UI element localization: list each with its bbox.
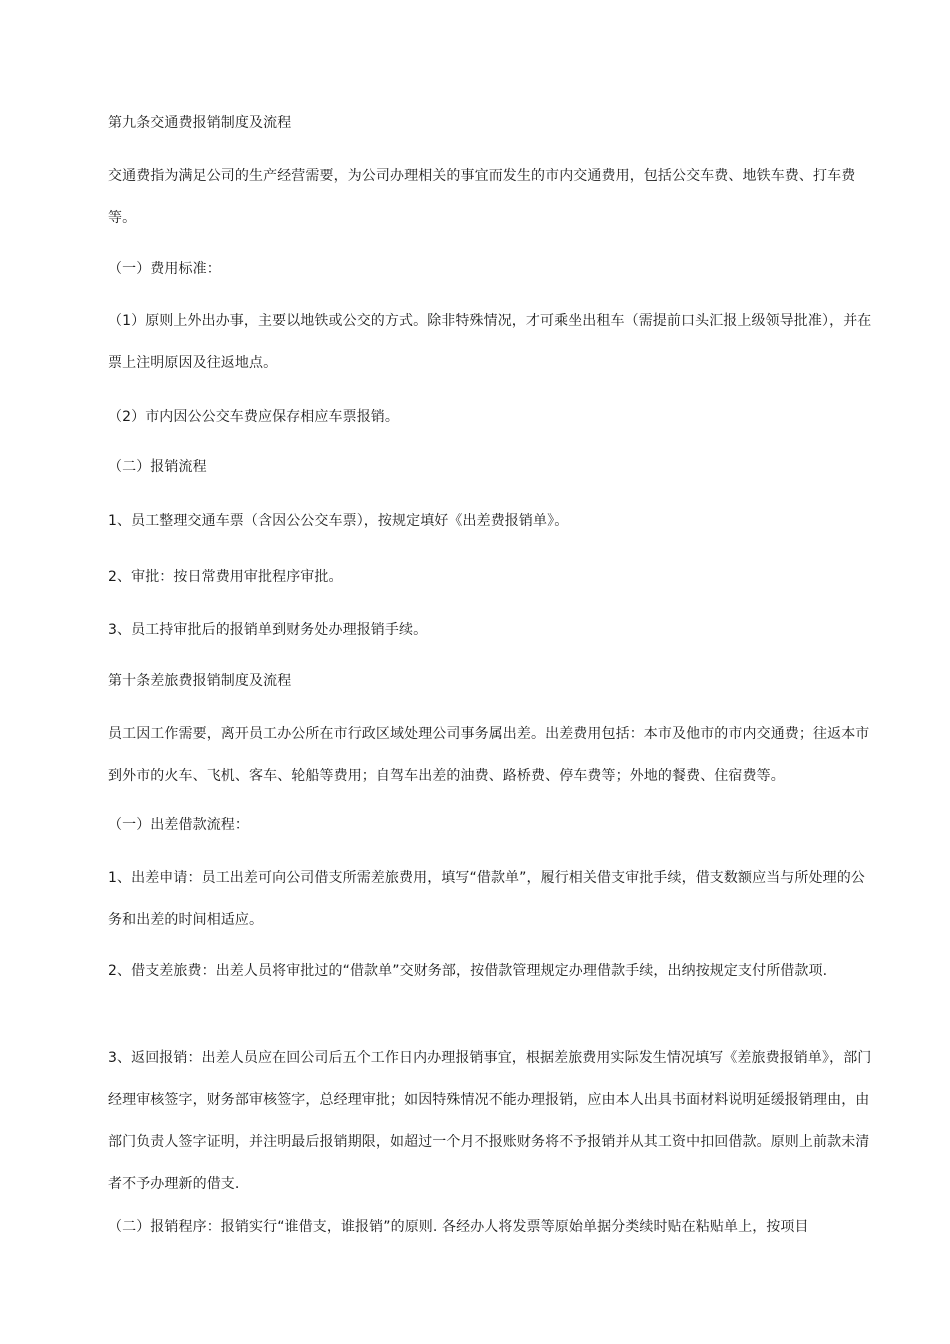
paragraph: （2）市内因公公交车费应保存相应车票报销。 (108, 409, 400, 425)
section-heading: （一）费用标准： (108, 261, 221, 277)
article-10-heading: 第十条差旅费报销制度及流程 (108, 673, 292, 689)
section-heading: （二）报销流程 (108, 459, 207, 475)
paragraph: 员工因工作需要，离开员工办公所在市行政区域处理公司事务属出差。出差费用包括：本市及他市的市内交通费；往返本市到外市的火车、飞机、客车、轮船等费用；自驾车出差的油费、路桥费、停车费等；外地的餐费、住宿费等。 (108, 726, 870, 784)
list-item: 2、借支差旅费：出差人员将审批过的“借款单”交财务部，按借款管理规定办理借款手续，出纳按规定支付所借款项. (108, 963, 828, 979)
list-item: 3、返回报销：出差人员应在回公司后五个工作日内办理报销事宜，根据差旅费用实际发生情况填写《差旅费报销单》，部门经理审核签字，财务部审核签字，总经理审批；如因特殊情况不能办理报销，应由本人出具书面材料说明延缓报销理由，由部门负责人签字证明，并注明最后报销期限，如超过一个月不报账财务将不予报销并从其工资中扣回借款。原则上前款未清者不予办理新的借支. (108, 1050, 872, 1192)
paragraph: （二）报销程序：报销实行“谁借支，谁报销”的原则. 各经办人将发票等原始单据分类续时贴在粘贴单上，按项目 (108, 1219, 809, 1235)
list-item: 1、员工整理交通车票（含因公公交车票），按规定填好《出差费报销单》。 (108, 513, 569, 529)
paragraph: 交通费指为满足公司的生产经营需要，为公司办理相关的事宜而发生的市内交通费用，包括公交车费、地铁车费、打车费等。 (108, 168, 856, 226)
article-9-heading: 第九条交通费报销制度及流程 (108, 115, 292, 131)
paragraph: （1）原则上外出办事，主要以地铁或公交的方式。除非特殊情况，才可乘坐出租车（需提前口头汇报上级领导批准），并在票上注明原因及往返地点。 (108, 313, 872, 371)
list-item: 3、员工持审批后的报销单到财务处办理报销手续。 (108, 622, 428, 638)
list-item: 2、审批：按日常费用审批程序审批。 (108, 569, 343, 585)
section-heading: （一）出差借款流程： (108, 817, 249, 833)
list-item: 1、出差申请：员工出差可向公司借支所需差旅费用，填写“借款单”，履行相关借支审批手续，借支数额应当与所处理的公务和出差的时间相适应。 (108, 870, 865, 928)
